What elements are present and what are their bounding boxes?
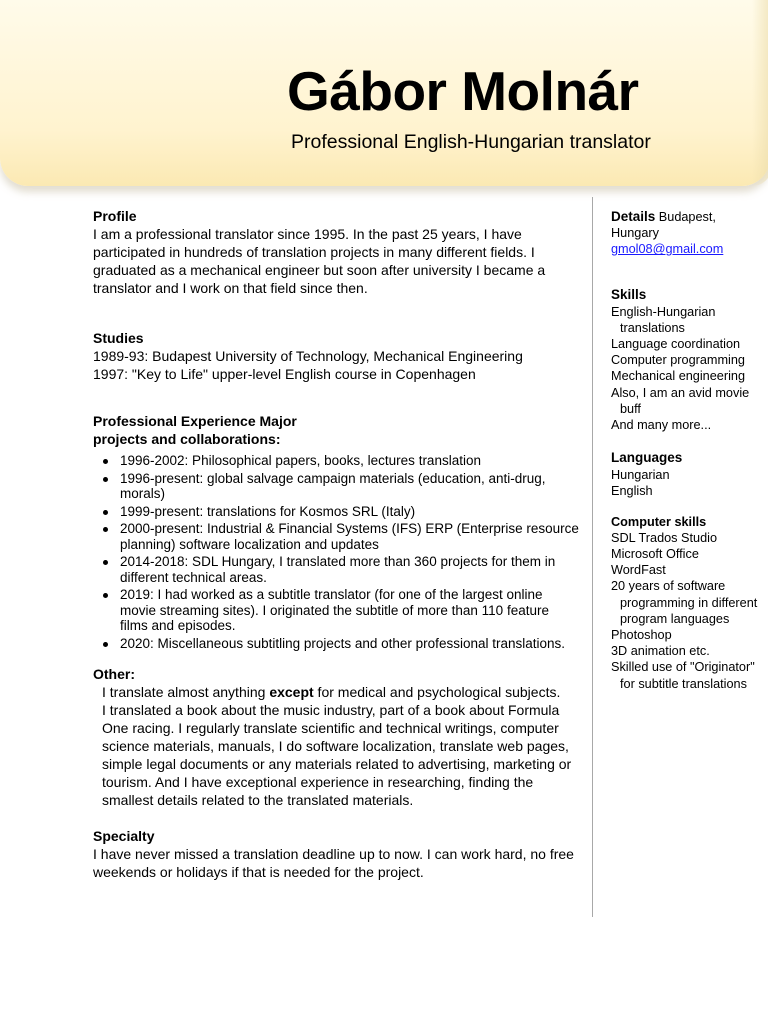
computer-skills-item: SDL Trados Studio	[611, 530, 718, 545]
skills-item: Computer programming	[611, 353, 745, 368]
languages-heading: Languages	[611, 450, 683, 466]
experience-item: 2019: I had worked as a subtitle translator (for one of the largest online movie streaming sites). I originated the subtitle of more than 110 feature films and episodes.	[93, 587, 580, 634]
other-intro-before: I translate almost anything	[102, 684, 270, 700]
languages-item: Hungarian	[611, 468, 670, 483]
computer-skills-heading: Computer skills	[611, 514, 707, 529]
studies-section	[93, 329, 580, 383]
other-body	[93, 683, 580, 809]
experience-item: 2014-2018: SDL Hungary, I translated more than 360 projects for them in different technical areas.	[93, 554, 580, 585]
skills-heading: Skills	[611, 286, 647, 302]
details-heading: Details	[611, 209, 656, 224]
computer-skills-item: Photoshop	[611, 628, 672, 643]
main-column	[93, 207, 580, 881]
other-intro-emphasis: except	[269, 684, 314, 700]
experience-item: 1996-present: global salvage campaign materials (education, anti-drug, morals)	[93, 471, 580, 502]
experience-list	[93, 453, 580, 651]
languages-block	[611, 449, 761, 499]
other-intro-after: for medical and psychological subjects.	[313, 684, 561, 700]
computer-skills-item: Microsoft Office	[611, 547, 699, 562]
experience-item: 1999-present: translations for Kosmos SRL (Italy)	[93, 504, 580, 520]
studies-item: 1989-93: Budapest University of Technology, Mechanical Engineering	[93, 348, 523, 364]
details-block	[611, 209, 761, 258]
skills-block	[611, 286, 761, 434]
specialty-heading: Specialty	[93, 828, 155, 844]
specialty-text: I have never missed a translation deadline up to now. I can work hard, no free weekends or holidays if that is needed for the project.	[93, 846, 574, 880]
profile-section	[93, 207, 580, 297]
skills-item: Also, I am an avid movie buff	[611, 385, 750, 416]
sidebar	[611, 209, 761, 709]
profile-text: I am a professional translator since 1995. In the past 25 years, I have participated in hundreds of translation projects in many different fields. I graduated as a mechanical engineer but soon after university I became a translator and I work on that field since then.	[93, 226, 546, 296]
studies-item: 1997: "Key to Life" upper-level English course in Copenhagen	[93, 366, 476, 382]
specialty-section	[93, 827, 580, 881]
other-intro	[102, 683, 580, 701]
skills-item: Language coordination	[611, 337, 741, 352]
computer-skills-item: WordFast	[611, 563, 666, 578]
experience-item: 1996-2002: Philosophical papers, books, lectures translation	[93, 453, 580, 469]
skills-item: English-Hungarian translations	[611, 304, 716, 335]
experience-item: 2000-present: Industrial & Financial Systems (IFS) ERP (Enterprise resource planning) software localization and updates	[93, 521, 580, 552]
skills-item: And many more...	[611, 418, 712, 433]
skills-item: Mechanical engineering	[611, 369, 746, 384]
other-section	[93, 665, 580, 809]
other-text: I translated a book about the music industry, part of a book about Formula One racing. I regularly translate scientific and technical writings, computer science materials, manuals, I do software localization, translate web pages, simple legal documents or any materials related to advertising, marketing or tourism. And I have exceptional experience in researching, finding the smallest details related to the translated materials.	[102, 702, 572, 808]
details-line	[611, 209, 761, 241]
column-divider	[592, 197, 593, 917]
experience-section	[93, 412, 580, 651]
profile-heading: Profile	[93, 208, 137, 224]
header-banner	[0, 0, 768, 186]
other-heading: Other:	[93, 666, 135, 682]
computer-skills-block	[611, 514, 761, 692]
candidate-tagline: Professional English-Hungarian translator	[291, 131, 651, 153]
computer-skills-item: Skilled use of "Originator" for subtitle translations	[611, 660, 755, 691]
details-location: Budapest, Hungary	[611, 210, 716, 241]
computer-skills-item: 20 years of software programming in different program languages	[611, 579, 758, 626]
studies-heading: Studies	[93, 330, 144, 346]
computer-skills-item: 3D animation etc.	[611, 644, 710, 659]
experience-heading: Professional Experience Major projects and collaborations:	[93, 413, 297, 447]
languages-item: English	[611, 484, 653, 499]
experience-item: 2020: Miscellaneous subtitling projects and other professional translations.	[93, 636, 580, 652]
candidate-name: Gábor Molnár	[287, 60, 639, 122]
details-email-link[interactable]: gmol08@gmail.com	[611, 242, 724, 257]
